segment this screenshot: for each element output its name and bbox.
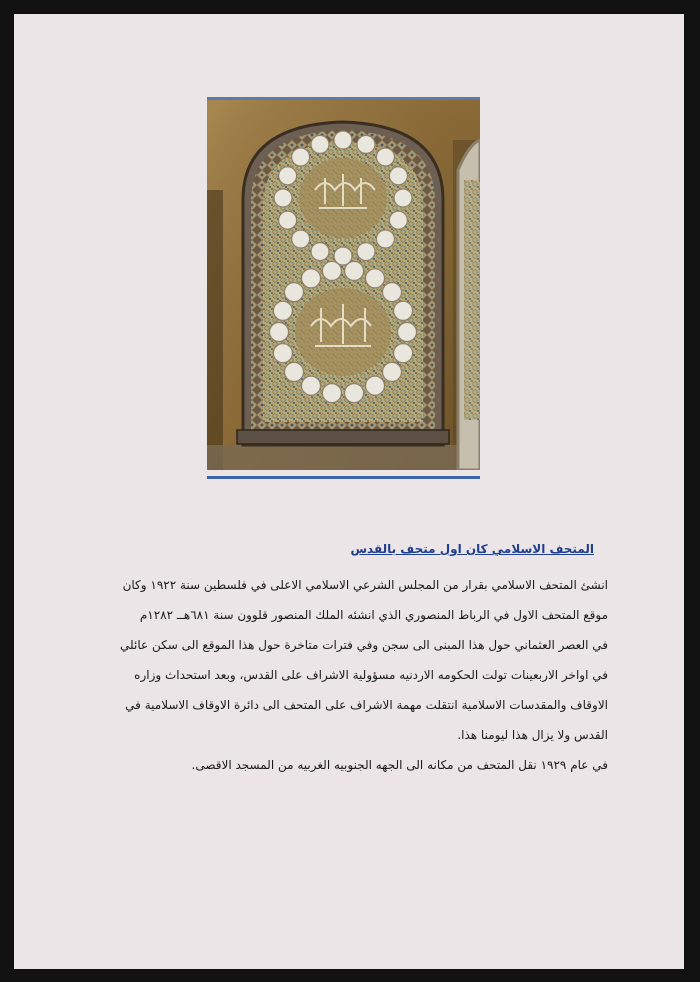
glass-roundel <box>357 243 375 261</box>
window-photo <box>207 97 480 479</box>
glass-roundel <box>394 301 413 320</box>
paragraph-line: انشئ المتحف الاسلامي بقرار من المجلس الشرعي الاسلامي الاعلى في فلسطين سنة ١٩٢٢ وكان <box>122 578 608 592</box>
glass-roundel <box>376 148 394 166</box>
glass-roundel <box>292 230 310 248</box>
paragraph-line: في اواخر الاربعينات تولت الحكومه الاردنيه مسؤولية الاشراف على القدس، وبعد استحداث وزاره <box>134 668 608 682</box>
glass-roundel <box>311 243 329 261</box>
glass-roundel <box>322 384 341 403</box>
glass-roundel <box>389 167 407 185</box>
glass-roundel <box>366 376 385 395</box>
glass-roundel <box>345 384 364 403</box>
glass-roundel <box>366 269 385 288</box>
glass-roundel <box>279 167 297 185</box>
glass-roundel <box>302 269 321 288</box>
glass-roundel <box>285 362 304 381</box>
glass-roundel <box>383 283 402 302</box>
glass-roundel <box>398 323 417 342</box>
closing-line: في عام ١٩٢٩ نقل المتحف من مكانه الى الجهه الجنوبيه الغربيه من المسجد الاقصى. <box>191 758 608 772</box>
glass-roundel <box>357 135 375 153</box>
paragraph-line: موقع المتحف الاول في الرباط المنصوري الذي انشئه الملك المنصور قلوون سنة ٦٨١هــ ١٢٨٢م <box>139 608 608 622</box>
body-paragraph <box>76 570 608 780</box>
glass-roundel <box>345 261 364 280</box>
glass-roundel <box>394 189 412 207</box>
glass-roundel <box>389 211 407 229</box>
glass-roundel <box>311 135 329 153</box>
glass-roundel <box>274 189 292 207</box>
glass-roundel <box>285 283 304 302</box>
glass-roundel <box>292 148 310 166</box>
glass-roundel <box>302 376 321 395</box>
glass-roundel <box>273 301 292 320</box>
glass-roundel <box>334 131 352 149</box>
document-title: المتحف الاسلامي كان اول متحف بالقدس <box>350 542 594 556</box>
glass-roundel <box>376 230 394 248</box>
glass-roundel <box>270 323 289 342</box>
paragraph-line: في العصر العثماني حول هذا المبنى الى سجن وفي فترات متاخرة حول هذا الموقع الى سكن عائلي <box>120 638 608 652</box>
wall-shadow-left <box>207 190 223 470</box>
window-sill <box>237 430 449 444</box>
glass-roundel <box>279 211 297 229</box>
paper-sheet <box>14 14 684 969</box>
glass-roundel <box>273 344 292 363</box>
glass-roundel <box>322 261 341 280</box>
paragraph-line: الاوقاف والمقدسات الاسلامية انتقلت مهمة الاشراف على المتحف الى دائرة الاوقاف الاسلامية في <box>125 698 608 712</box>
glass-roundel <box>394 344 413 363</box>
paragraph-line: القدس ولا يزال هذا ليومنا هذا. <box>457 728 608 742</box>
glass-roundel <box>383 362 402 381</box>
